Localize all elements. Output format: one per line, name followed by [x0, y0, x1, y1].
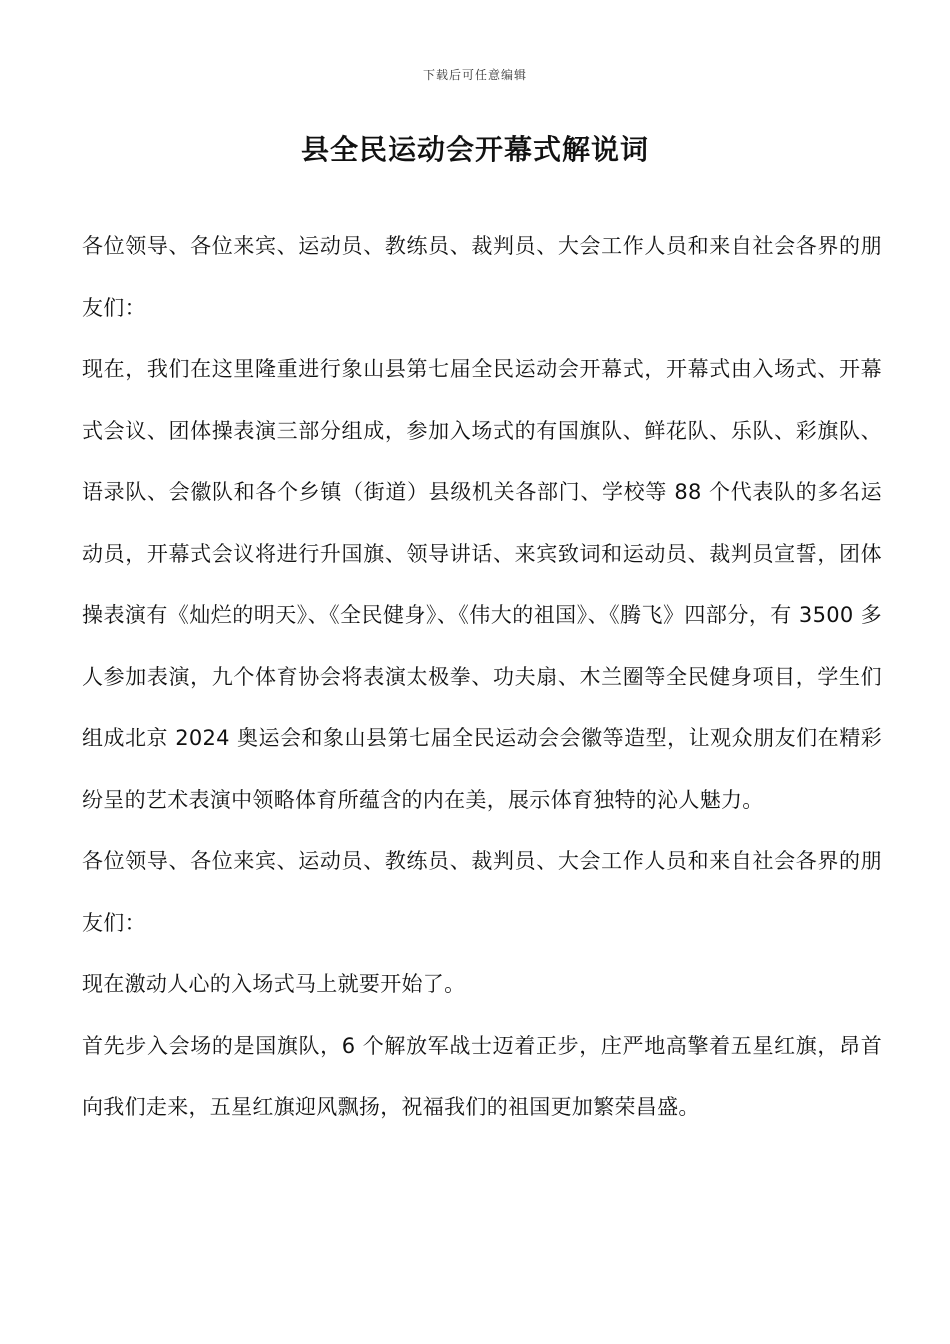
paragraph-flag-team: 首先步入会场的是国旗队，6 个解放军战士迈着正步，庄严地高擎着五星红旗，昂首向我们走来，五星红旗迎风飘扬，祝福我们的祖国更加繁荣昌盛。	[82, 1033, 882, 1119]
document-body	[82, 216, 882, 1139]
document-title: 县全民运动会开幕式解说词	[300, 133, 649, 166]
header-note: 下载后可任意编辑	[422, 68, 527, 82]
paragraph-entrance-start: 现在激动人心的入场式马上就要开始了。	[82, 972, 466, 996]
paragraph-greeting-2: 各位领导、各位来宾、运动员、教练员、裁判员、大会工作人员和来自社会各界的朋友们：	[82, 849, 882, 935]
paragraph-ceremony-overview: 现在，我们在这里隆重进行象山县第七届全民运动会开幕式，开幕式由入场式、开幕式会议、团体操表演三部分组成，参加入场式的有国旗队、鲜花队、乐队、彩旗队、语录队、会徽队和各个乡镇（街道）县级机关各部门、学校等 88 个代表队的多名运动员，开幕式会议将进行升国旗、领导讲话、来宾致词和运动员、裁判员宣誓，团体操表演有《灿烂的明天》、《全民健身》、《伟大的祖国》、《腾飞》四部分，有 3500 多人参加表演，九个体育协会将表演太极拳、功夫扇、木兰圈等全民健身项目，学生们组成北京 2024 奥运会和象山县第七届全民运动会会徽等造型，让观众朋友们在精彩纷呈的艺术表演中领略体育所蕴含的内在美，展示体育独特的沁人魅力。	[82, 357, 882, 812]
paragraph-greeting-1: 各位领导、各位来宾、运动员、教练员、裁判员、大会工作人员和来自社会各界的朋友们：	[82, 234, 882, 320]
